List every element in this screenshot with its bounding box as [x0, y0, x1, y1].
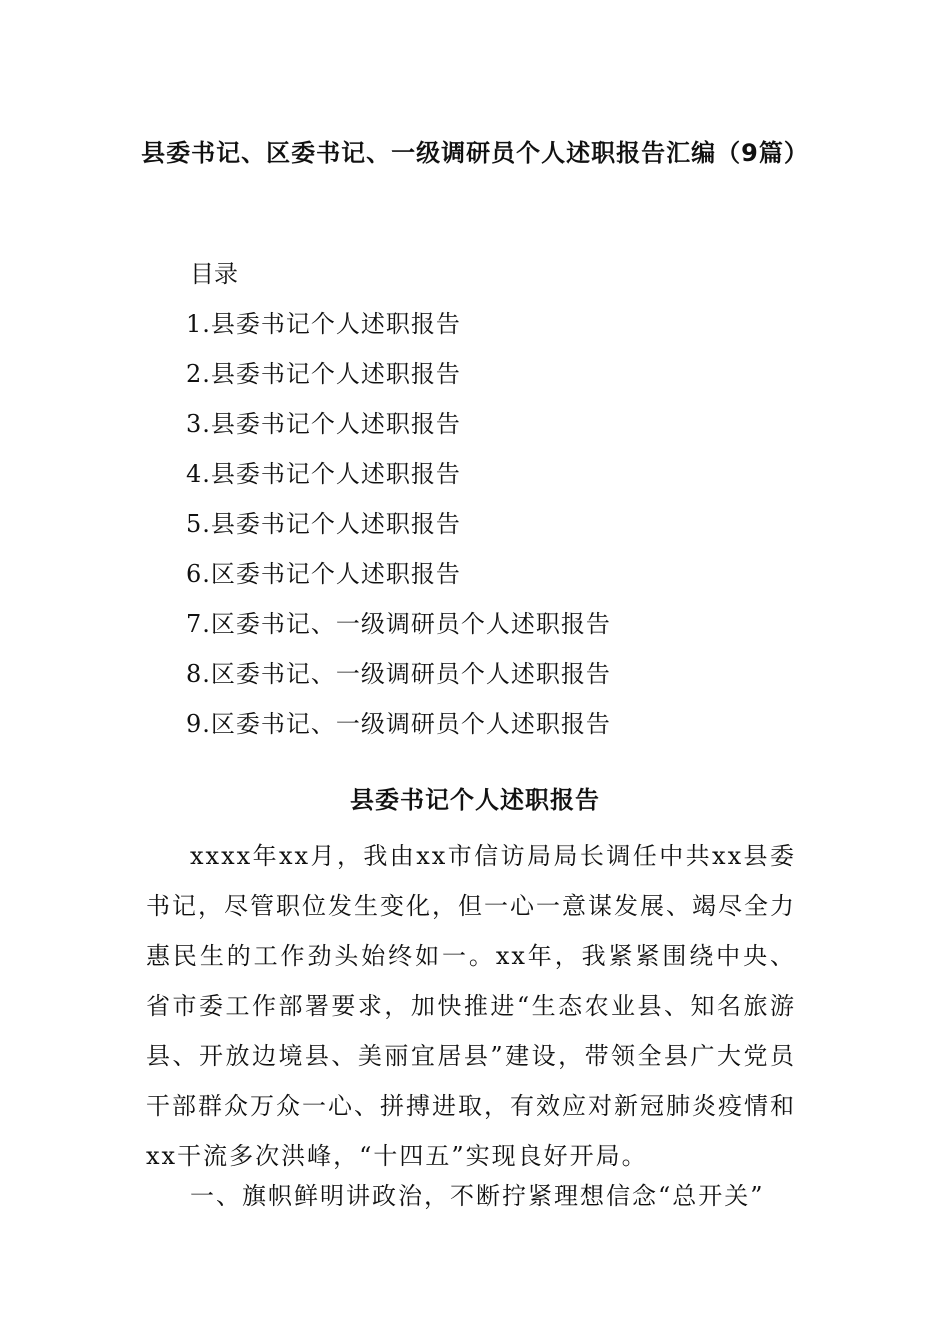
document-title: 县委书记、区委书记、一级调研员个人述职报告汇编（9篇）: [141, 139, 809, 167]
toc-item-8: 8.区委书记、一级调研员个人述职报告: [186, 660, 611, 688]
toc-item-2: 2.县委书记个人述职报告: [186, 360, 461, 388]
toc-item-3: 3.县委书记个人述职报告: [186, 410, 461, 438]
toc-heading: 目录: [190, 260, 238, 288]
section-subheading: 一、旗帜鲜明讲政治，不断拧紧理想信念“总开关”: [190, 1182, 765, 1210]
table-of-contents: [186, 306, 611, 756]
toc-item-7: 7.区委书记、一级调研员个人述职报告: [186, 610, 611, 638]
toc-item-1: 1.县委书记个人述职报告: [186, 310, 461, 338]
section-title: 县委书记个人述职报告: [350, 786, 600, 814]
toc-item-6: 6.区委书记个人述职报告: [186, 560, 461, 588]
toc-item-5: 5.县委书记个人述职报告: [186, 510, 461, 538]
body-paragraph: xxxx年xx月，我由xx市信访局局长调任中共xx县委书记，尽管职位发生变化，但一心一意谋发展、竭尽全力惠民生的工作劲头始终如一。xx年，我紧紧围绕中央、省市委工作部署要求，加快推进“生态农业县、知名旅游县、开放边境县、美丽宜居县”建设，带领全县广大党员干部群众万众一心、拼搏进取，有效应对新冠肺炎疫情和xx干流多次洪峰，“十四五”实现良好开局。: [146, 842, 796, 1170]
toc-item-4: 4.县委书记个人述职报告: [186, 460, 461, 488]
toc-item-9: 9.区委书记、一级调研员个人述职报告: [186, 710, 611, 738]
